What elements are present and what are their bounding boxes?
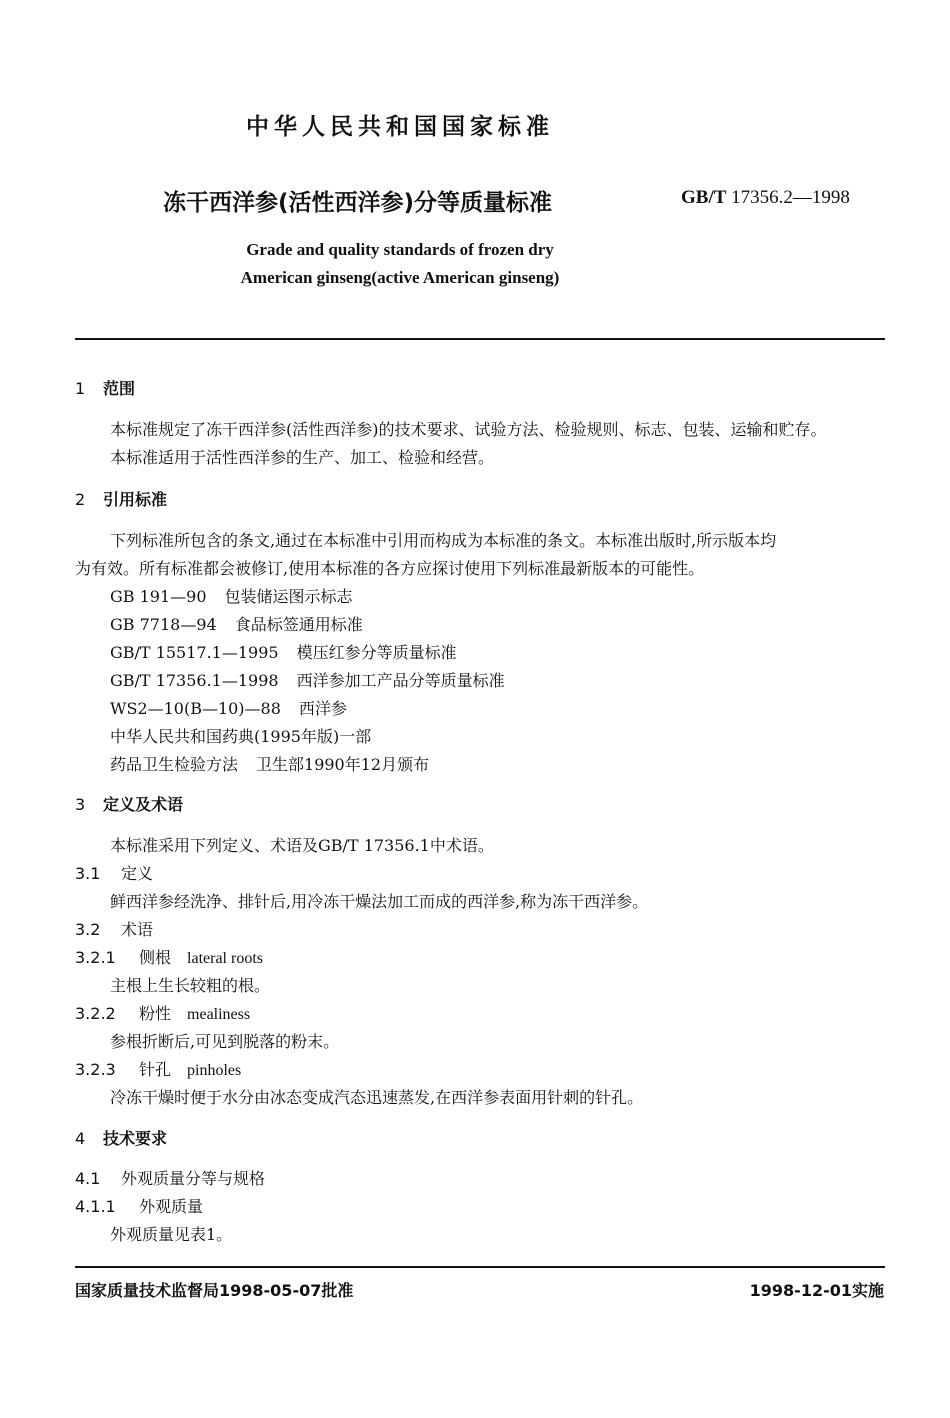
subsection-title: 定义 [121,864,154,883]
subsection-number: 3.1 [75,864,101,883]
section-number: 4 [75,1129,86,1148]
term-heading [75,1057,241,1080]
section-1-paragraph-1: 本标准规定了冻干西洋参(活性西洋参)的技术要求、试验方法、检验规则、标志、包装、运输和贮存。 [110,420,827,439]
reference-code: GB 7718—94 [110,615,217,634]
reference-title: 西洋参加工产品分等质量标准 [296,671,505,690]
reference-code: 药品卫生检验方法 [110,755,239,774]
term-title: 侧根 [139,948,172,967]
term-english: pinholes [187,1062,242,1079]
section-2-paragraph-line-2: 为有效。所有标准都会被修订,使用本标准的各方应探讨使用下列标准最新版本的可能性。 [75,559,705,578]
term-title: 针孔 [139,1060,172,1079]
section-4-heading [75,1126,167,1149]
term-english: mealiness [187,1006,251,1023]
implementation-date: 1998-12-01实施 [749,1281,884,1300]
section-number: 1 [75,379,86,398]
term-number: 3.2.3 [75,1060,116,1079]
reference-item [110,612,363,635]
reference-code: GB/T 15517.1—1995 [110,643,279,662]
reference-code: WS2—10(B—10)—88 [110,699,281,718]
reference-item [110,584,353,607]
subsection-number: 3.2 [75,920,101,939]
subsection-number: 4.1.1 [75,1197,116,1216]
term-number: 3.2.2 [75,1004,116,1023]
term-definition: 参根折断后,可见到脱落的粉末。 [110,1032,340,1051]
header-divider [75,338,885,340]
section-title: 范围 [103,379,136,398]
reference-title: 卫生部1990年12月颁布 [256,755,430,774]
term-heading [75,1001,250,1024]
subsection-title: 外观质量分等与规格 [121,1169,266,1188]
footer-divider [75,1266,885,1268]
subsection-4-1-1-heading [75,1194,203,1217]
subsection-3-2-heading [75,917,153,940]
reference-title: 西洋参 [298,699,347,718]
reference-code: 中华人民共和国药典(1995年版)一部 [110,727,372,746]
standard-number: 17356.2—1998 [731,187,850,208]
section-3-heading [75,792,183,815]
term-definition: 主根上生长较粗的根。 [110,976,271,995]
section-2-heading [75,487,167,510]
national-standard-title: 中华人民共和国国家标准 [246,114,554,140]
term-definition: 冷冻干燥时便于水分由冰态变成汽态迅速蒸发,在西洋参表面用针刺的针孔。 [110,1088,644,1107]
subsection-3-1-text: 鲜西洋参经洗净、排针后,用冷冻干燥法加工而成的西洋参,称为冻干西洋参。 [110,892,649,911]
reference-title: 包装储运图示标志 [224,587,353,606]
subsection-3-1-heading [75,861,153,884]
english-title-line-2: American ginseng(active American ginseng) [240,268,560,287]
subsection-title: 外观质量 [139,1197,204,1216]
term-heading [75,945,263,968]
reference-item [110,752,429,775]
reference-title: 食品标签通用标准 [234,615,363,634]
standard-prefix: GB/T [681,187,727,208]
subsection-4-1-1-text: 外观质量见表1。 [110,1225,233,1244]
section-1-paragraph-2: 本标准适用于活性西洋参的生产、加工、检验和经营。 [110,448,495,467]
term-english: lateral roots [187,950,263,967]
section-3-intro: 本标准采用下列定义、术语及GB/T 17356.1中术语。 [110,836,494,855]
section-2-paragraph-line-1: 下列标准所包含的条文,通过在本标准中引用而构成为本标准的条文。本标准出版时,所示版本均 [110,531,777,550]
subsection-number: 4.1 [75,1169,101,1188]
subsection-title: 术语 [121,920,154,939]
term-title: 粉性 [139,1004,172,1023]
term-number: 3.2.1 [75,948,116,967]
reference-item [110,724,389,747]
approval-date: 国家质量技术监督局1998-05-07批准 [75,1281,354,1300]
reference-code: GB/T 17356.1—1998 [110,671,279,690]
reference-code: GB 191—90 [110,587,207,606]
reference-item [110,668,505,691]
section-number: 3 [75,795,86,814]
section-title: 引用标准 [103,490,168,509]
standard-code [681,187,850,209]
english-title-line-1: Grade and quality standards of frozen dry [246,240,554,259]
subsection-4-1-heading [75,1166,265,1189]
section-title: 定义及术语 [103,795,184,814]
reference-title: 模压红参分等质量标准 [296,643,457,662]
section-1-heading [75,376,135,399]
section-title: 技术要求 [103,1129,168,1148]
section-number: 2 [75,490,86,509]
reference-item [110,696,347,719]
document-title: 冻干西洋参(活性西洋参)分等质量标准 [163,190,553,216]
reference-item [110,640,457,663]
